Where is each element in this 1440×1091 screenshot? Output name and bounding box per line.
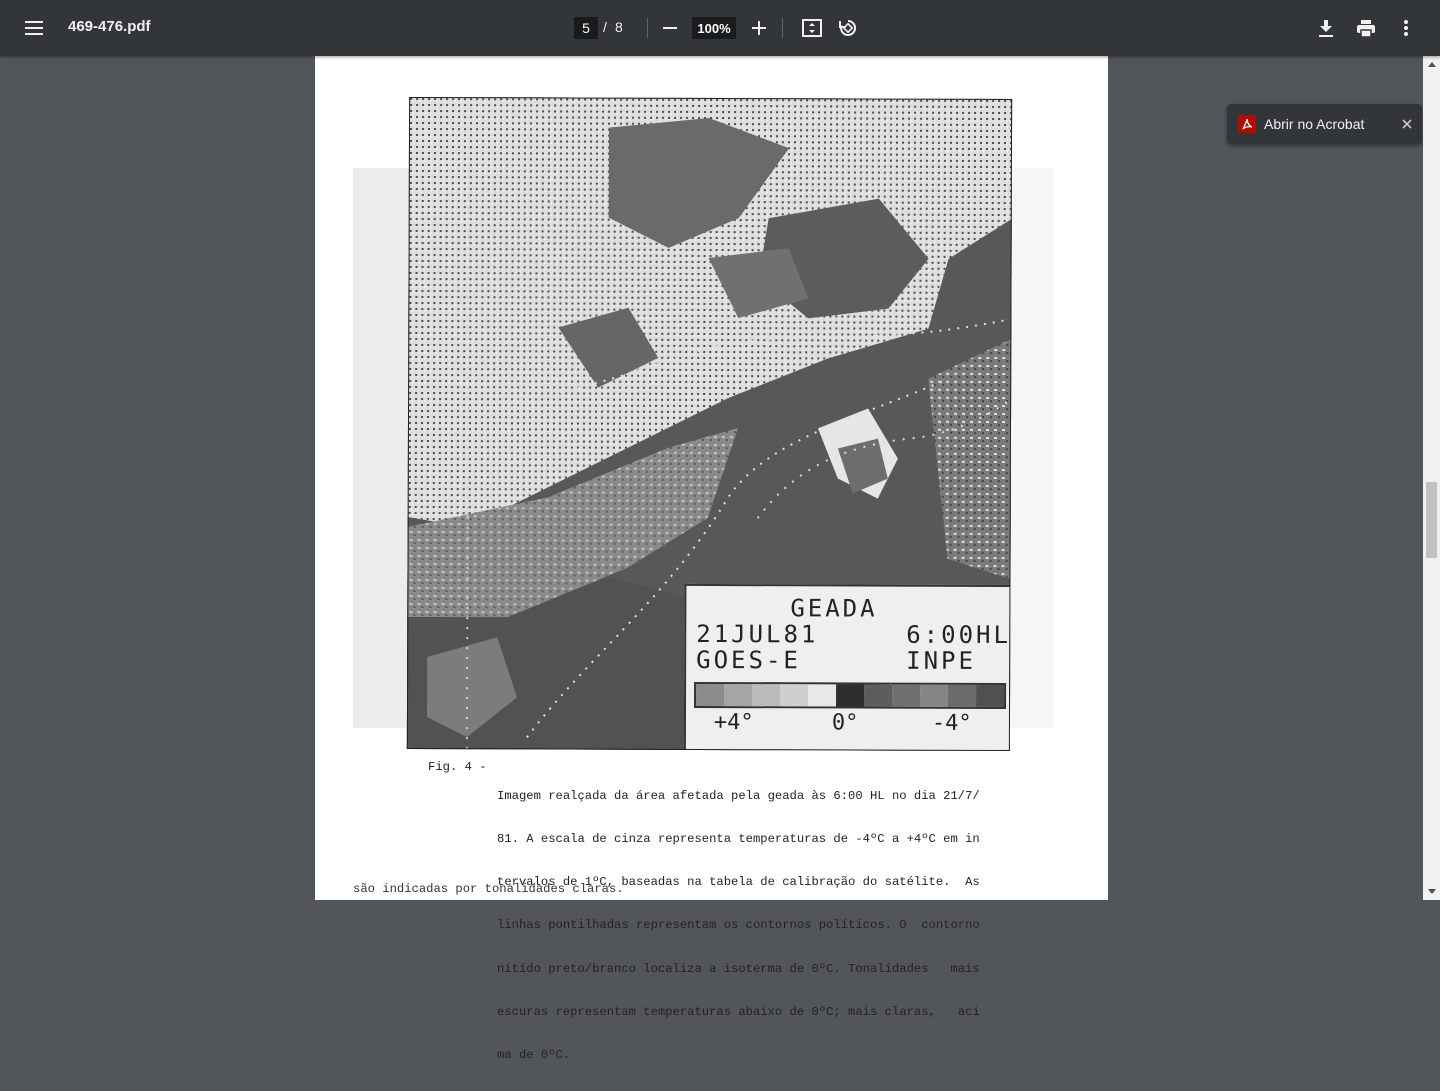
acrobat-label[interactable]: Abrir no Acrobat — [1264, 116, 1365, 132]
fit-page-icon — [802, 19, 822, 37]
caption-line: Imagem realçada da área afetada pela geada às 6:00 HL no dia 21/7/ — [497, 788, 980, 803]
open-in-acrobat-popup[interactable] — [1227, 104, 1422, 144]
grayscale-bar — [694, 682, 1006, 709]
caption-body — [497, 760, 997, 1091]
fit-page-button[interactable] — [796, 12, 828, 44]
scan-margin — [353, 168, 413, 728]
scroll-down-arrow-icon[interactable] — [1423, 883, 1440, 900]
current-page-input[interactable]: 5 — [574, 17, 598, 39]
scroll-up-arrow-icon[interactable] — [1423, 56, 1440, 73]
more-vert-icon — [1404, 20, 1408, 36]
file-name: 469-476.pdf — [68, 18, 151, 35]
download-icon — [1319, 20, 1333, 37]
pdf-page — [315, 56, 1108, 1063]
legend-title: GEADA — [790, 594, 878, 623]
caption-line: ma de 0ºC. — [497, 1048, 571, 1063]
legend-organization: INPE — [906, 646, 977, 675]
acrobat-icon — [1238, 115, 1256, 133]
rotate-icon — [838, 18, 858, 38]
caption-line: linhas pontilhadas representam os contornos políticos. O contorno — [497, 918, 980, 933]
plus-icon — [752, 21, 766, 35]
satellite-image — [407, 97, 1012, 751]
zoom-in-button[interactable] — [743, 12, 775, 44]
caption-line: 81. A escala de cinza representa temperaturas de -4ºC a +4ºC em in — [497, 832, 980, 847]
caption-label: Fig. 4 - — [428, 760, 487, 774]
more-options-button[interactable] — [1390, 12, 1422, 44]
legend-date: 21JUL81 — [696, 619, 819, 649]
zoom-out-button[interactable] — [654, 12, 686, 44]
total-pages: 8 — [615, 19, 623, 35]
body-text: são indicadas por tonalidades claras. — [353, 882, 624, 896]
print-icon — [1357, 20, 1375, 37]
rotate-button[interactable] — [832, 12, 864, 44]
vertical-scrollbar[interactable] — [1423, 56, 1440, 900]
toolbar-divider — [647, 18, 648, 38]
figure-legend — [684, 584, 1011, 751]
page-separator: / — [603, 19, 607, 35]
scale-label-zero: 0° — [831, 710, 859, 736]
caption-line: nítido preto/branco localiza a isoterma de 0ºC. Tonalidades mais — [497, 961, 980, 976]
toolbar-divider — [782, 18, 783, 38]
scrollbar-thumb[interactable] — [1426, 482, 1437, 558]
pdf-toolbar — [0, 0, 1440, 56]
print-button[interactable] — [1350, 12, 1382, 44]
legend-time: 6:00HL — [906, 620, 1012, 650]
caption-line: tervalos de 1ºC, baseadas na tabela de calibração do satélite. As — [497, 875, 980, 890]
minus-icon — [663, 27, 677, 29]
caption-line: escuras representam temperaturas abaixo de 0ºC; mais claras, aci — [497, 1004, 980, 1019]
scale-label-minus4: -4° — [931, 710, 972, 736]
legend-satellite: GOES-E — [696, 645, 801, 675]
zoom-input[interactable]: 100% — [692, 17, 736, 39]
download-button[interactable] — [1310, 12, 1342, 44]
scale-label-plus4: +4° — [713, 710, 754, 736]
close-icon[interactable] — [1399, 116, 1415, 132]
menu-icon[interactable] — [18, 12, 50, 44]
